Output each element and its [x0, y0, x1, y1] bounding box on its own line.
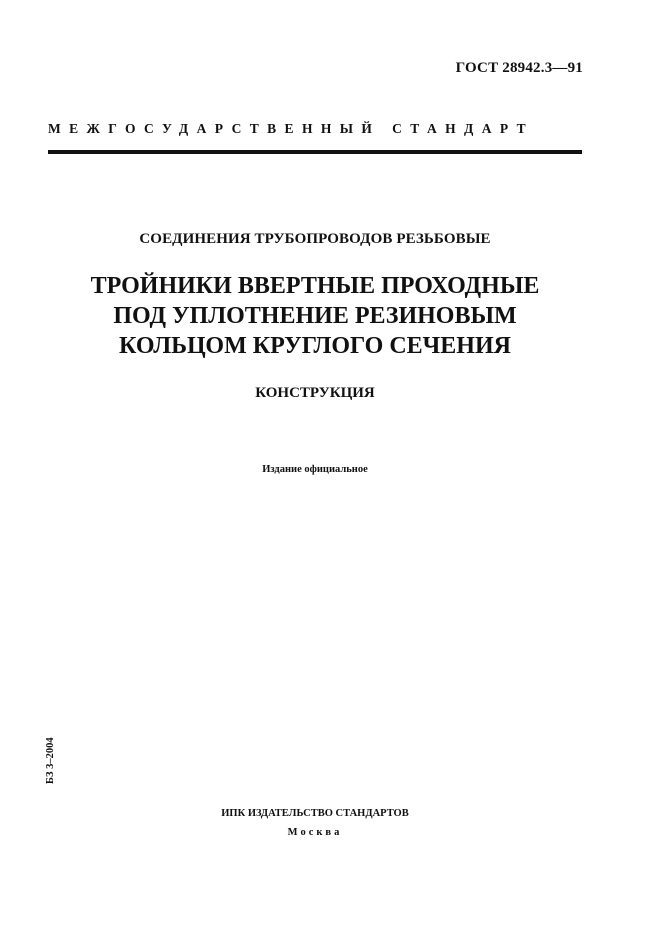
publisher: ИПК ИЗДАТЕЛЬСТВО СТАНДАРТОВ — [221, 808, 409, 819]
main-title — [0, 271, 630, 361]
group-title: СОЕДИНЕНИЯ ТРУБОПРОВОДОВ РЕЗЬБОВЫЕ — [139, 231, 491, 247]
subtitle: КОНСТРУКЦИЯ — [255, 385, 375, 401]
edition-label: Издание официальное — [262, 464, 368, 475]
main-title-line-3: КОЛЬЦОМ КРУГЛОГО СЕЧЕНИЯ — [119, 333, 511, 359]
standard-type-heading: МЕЖГОСУДАРСТВЕННЫЙ СТАНДАРТ — [48, 121, 535, 136]
header-divider — [48, 150, 582, 154]
main-title-line-2: ПОД УПЛОТНЕНИЕ РЕЗИНОВЫМ — [113, 303, 517, 329]
standard-number: ГОСТ 28942.3—91 — [455, 60, 583, 76]
side-code: БЗ 3–2004 — [45, 737, 56, 784]
main-title-line-1: ТРОЙНИКИ ВВЕРТНЫЕ ПРОХОДНЫЕ — [90, 273, 540, 299]
city: Москва — [287, 827, 343, 838]
